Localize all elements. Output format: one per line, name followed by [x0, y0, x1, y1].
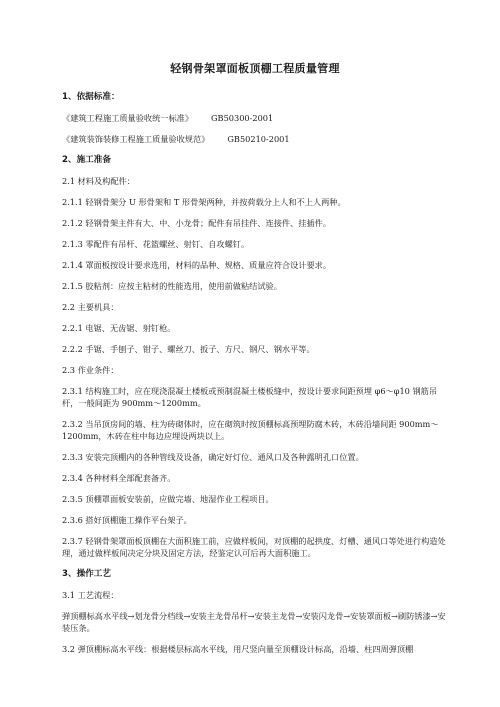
- paragraph: 2.1.3 零配件有吊杆、花篮螺丝、射钉、自攻螺钉。: [62, 239, 250, 249]
- paragraph: 2.3.5 顶棚罩面板安装前，应做完墙、地湿作业工程项目。: [62, 494, 274, 504]
- standard-reference: [62, 112, 448, 124]
- paragraph: 2.2.1 电锯、无齿锯、射钉枪。: [62, 323, 176, 333]
- standard-code: GB50210-2001: [227, 134, 290, 144]
- paragraph: 3.1 工艺流程：: [62, 590, 119, 600]
- paragraph: 2.3.3 安装完顶棚内的各种管线及设备，确定好灯位、通风口及各种露明孔口位置。: [62, 452, 364, 462]
- paragraph: 2.3.4 各种材料全部配套备齐。: [62, 473, 176, 483]
- paragraph: 2.3.7 轻钢骨架罩面板顶棚在大面积施工前，应做样板间，对顶棚的起拱度、灯槽、通风口等处进行构造处理，通过做样板间决定分块及固定方法，经鉴定认可后再大面积施工。: [62, 536, 446, 558]
- paragraph: 2.2 主要机具：: [62, 302, 119, 312]
- standard-code: GB50300-2001: [211, 113, 274, 123]
- standard-name: 《建筑工程施工质量验收统一标准》: [62, 113, 194, 123]
- paragraph: 2.3.1 结构施工时，应在现浇混凝土楼板或预制混凝土楼板缝中，按设计要求间距预埋 φ6～φ10 钢筋吊杆，一般间距为 900mm～1200mm。: [62, 386, 438, 408]
- paragraph: 2.2.2 手锯、手刨子、钳子、螺丝刀、扳子、方尺、钢尺、钢水平等。: [62, 344, 315, 354]
- standard-name: 《建筑装饰装修工程施工质量验收规范》: [62, 134, 210, 144]
- document-title: 轻钢骨架罩面板顶棚工程质量管理: [170, 62, 340, 75]
- paragraph: 2.1.4 罩面板按设计要求选用，材料的品种、规格、质量应符合设计要求。: [62, 260, 332, 270]
- standard-reference: [62, 133, 448, 145]
- document-body: [62, 91, 448, 655]
- paragraph: 3.2 弹顶棚标高水平线：根据楼层标高水平线，用尺竖向量至顶棚设计标高，沿墙、柱四周弹顶棚: [62, 644, 414, 654]
- paragraph: 2.1.1 轻钢骨架分 U 形骨架和 T 形骨架两种，并按荷载分上人和不上人两种。: [62, 197, 346, 207]
- paragraph: 2.3.2 当吊顶房间的墙、柱为砖砌体时，应在砌筑时按顶棚标高预埋防腐木砖，木砖沿墙间距 900mm～1200mm，木砖在柱中每边应埋设两块以上。: [62, 419, 439, 441]
- paragraph: 2.1.5 胶粘剂：应按主粘材的性能选用，使用前做粘结试验。: [62, 281, 282, 291]
- paragraph: 2.1 材料及构配件：: [62, 176, 135, 186]
- paragraph: 弹顶棚标高水平线→划龙骨分档线→安装主龙骨吊杆→安装主龙骨→安装闪龙骨→安装罩面板→刷防锈漆→安装压条。: [62, 611, 446, 633]
- paragraph: 2.3.6 搭好顶棚施工操作平台架子。: [62, 515, 192, 525]
- paragraph: 2.1.2 轻钢骨架主件有大、中、小龙骨；配件有吊挂件、连接件、挂插件。: [62, 218, 332, 228]
- paragraph: 2.3 作业条件：: [62, 365, 119, 375]
- section-heading: 1、依据标准：: [62, 92, 120, 102]
- section-heading: 3、操作工艺: [62, 569, 111, 579]
- section-heading: 2、施工准备: [62, 155, 111, 165]
